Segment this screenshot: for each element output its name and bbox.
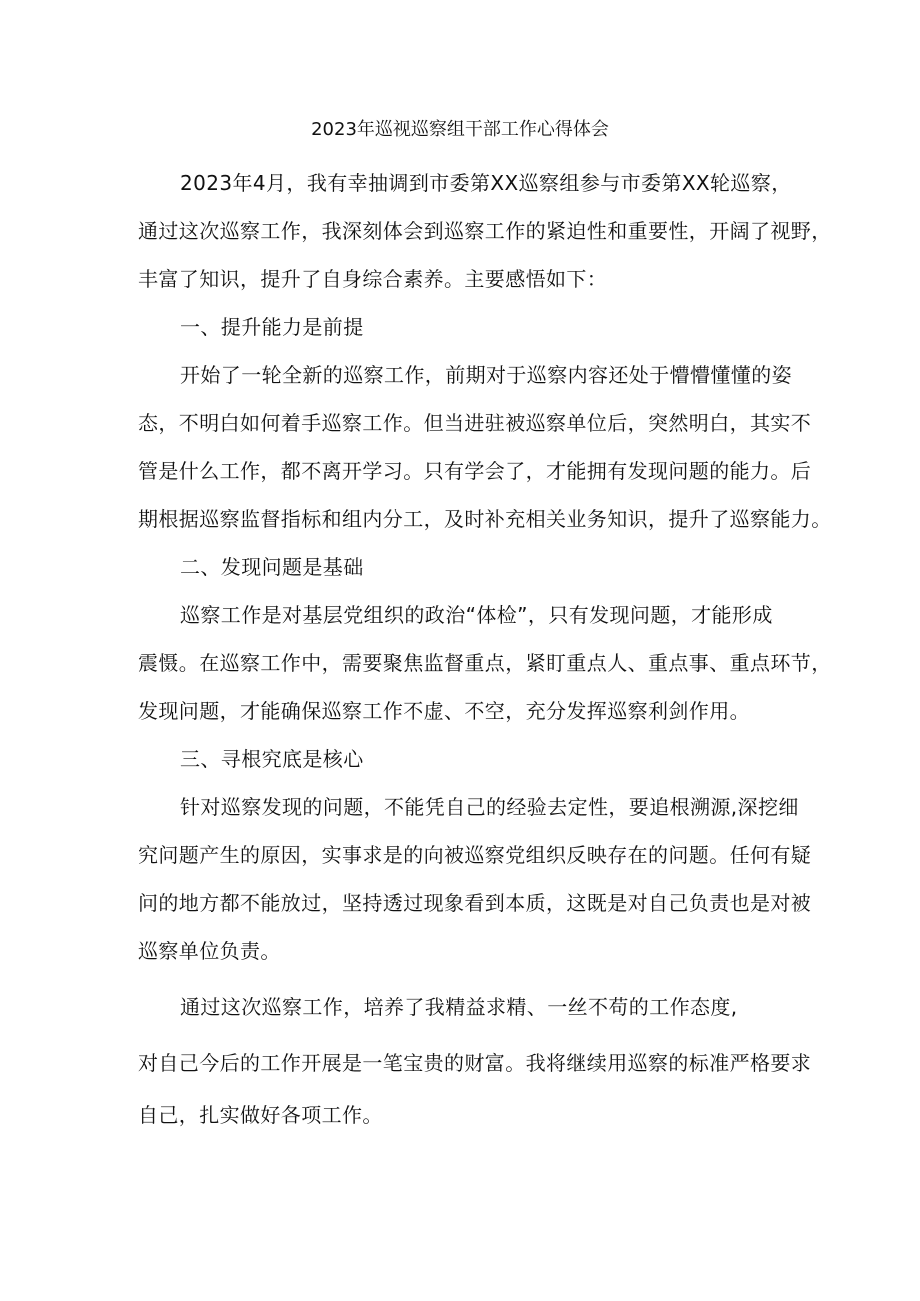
section-2-line-2: 震慑。在巡察工作中，需要聚焦监督重点，紧盯重点人、重点事、重点环节， (138, 651, 832, 675)
section-3-line-3: 问的地方都不能放过，坚持透过现象看到本质，这既是对自己负责也是对被 (138, 891, 812, 915)
section-1-line-1: 开始了一轮全新的巡察工作，前期对于巡察内容还处于懵懵懂懂的姿 (180, 363, 792, 387)
intro-line-1: 2023年4月，我有幸抽调到市委第XX巡察组参与市委第XX轮巡察， (180, 171, 792, 195)
intro-line-3: 丰富了知识，提升了自身综合素养。主要感悟如下： (138, 267, 608, 291)
section-1-line-4: 期根据巡察监督指标和组内分工，及时补充相关业务知识，提升了巡察能力。 (138, 507, 832, 531)
section-2-line-3: 发现问题，才能确保巡察工作不虚、不空，充分发挥巡察利剑作用。 (138, 699, 750, 723)
closing-line-2: 对自己今后的工作开展是一笔宝贵的财富。我将继续用巡察的标准严格要求 (138, 1051, 812, 1075)
section-3-line-2: 究问题产生的原因，实事求是的向被巡察党组织反映存在的问题。任何有疑 (138, 843, 812, 867)
section-3-heading: 三、寻根究底是核心 (180, 747, 364, 771)
section-3-line-1: 针对巡察发现的问题，不能凭自己的经验去定性，要追根溯源,深挖细 (180, 795, 799, 819)
section-3-line-4: 巡察单位负责。 (138, 939, 281, 963)
closing-line-3: 自己，扎实做好各项工作。 (138, 1103, 383, 1127)
section-1-heading: 一、提升能力是前提 (180, 315, 364, 339)
closing-line-1: 通过这次巡察工作，培养了我精益求精、一丝不苟的工作态度, (180, 995, 738, 1019)
section-2-heading: 二、发现问题是基础 (180, 555, 364, 579)
document-title: 2023年巡视巡察组干部工作心得体会 (311, 119, 609, 140)
section-1-line-3: 管是什么工作，都不离开学习。只有学会了，才能拥有发现问题的能力。后 (138, 459, 812, 483)
intro-line-2: 通过这次巡察工作，我深刻体会到巡察工作的紧迫性和重要性，开阔了视野， (138, 219, 832, 243)
section-1-line-2: 态，不明白如何着手巡察工作。但当进驻被巡察单位后，突然明白，其实不 (138, 411, 812, 435)
section-2-line-1: 巡察工作是对基层党组织的政治“体检”，只有发现问题，才能形成 (180, 603, 773, 627)
